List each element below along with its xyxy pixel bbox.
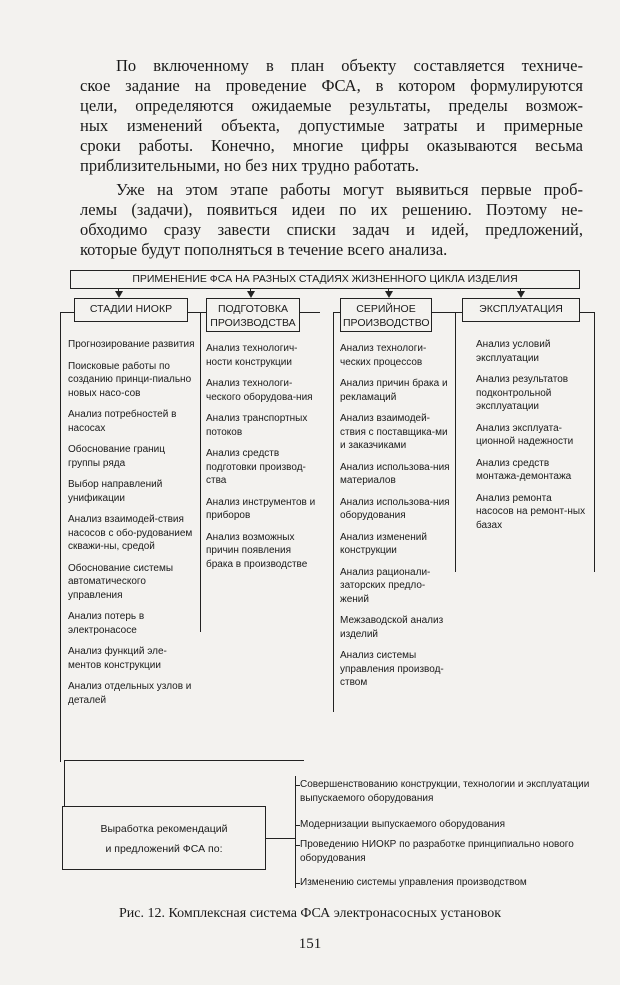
recommend-line-1: Выработка рекомендаций xyxy=(100,823,228,835)
column-items xyxy=(206,342,318,579)
analysis-item: Анализ транспортных потоков xyxy=(206,413,308,438)
outcomes-bracket xyxy=(295,776,296,888)
analysis-item: Анализ инструментов и приборов xyxy=(206,496,316,521)
paragraph-line: приблизительными, но без них трудно работать. xyxy=(80,156,420,175)
analysis-item: Анализ эксплуата-ционной надежности xyxy=(476,422,574,447)
analysis-item: Анализ средств монтажа-демонтажа xyxy=(476,457,572,482)
analysis-item: Анализ технологич-ности конструкции xyxy=(206,343,298,368)
analysis-item: Выбор направлений унификации xyxy=(68,479,163,504)
page-number: 151 xyxy=(298,936,322,952)
arrow-down-icon xyxy=(115,291,123,298)
connector-line xyxy=(266,838,296,839)
figure-caption: Рис. 12. Комплексная система ФСА электронасосных установок xyxy=(118,906,502,921)
paragraph-line: По включенному в план объекту составляется техниче- xyxy=(116,56,583,75)
arrow-down-icon xyxy=(385,291,393,298)
diagram-title: ПРИМЕНЕНИЕ ФСА НА РАЗНЫХ СТАДИЯХ ЖИЗНЕННОГО ЦИКЛА ИЗДЕЛИЯ xyxy=(70,270,580,289)
analysis-item: Анализ возможных причин появления брака в производстве xyxy=(206,531,308,570)
analysis-item: Анализ изменений конструкции xyxy=(340,531,427,556)
analysis-item: Анализ технологи-ческого оборудова-ния xyxy=(206,378,313,403)
outcome-item: Совершенствованию конструкции, технологии и эксплуатации выпускаемого оборудования xyxy=(300,779,590,804)
analysis-item: Анализ взаимодей-ствия насосов с обо-рудованием скважи-ны, средой xyxy=(68,514,193,552)
paragraph-line: ское задание на проведение ФСА, в котором формулируются xyxy=(80,76,583,95)
analysis-item: Анализ технологи-ческих процессов xyxy=(340,343,427,368)
analysis-item: Анализ средств подготовки производ-ства xyxy=(206,448,306,486)
paragraph-line: сроки работы. Конечно, многие цифры оказываются весьма xyxy=(80,136,583,155)
connector-line xyxy=(64,760,304,761)
column-items xyxy=(476,338,588,540)
paragraph-line: Уже на этом этапе работы могут выявиться первые проб- xyxy=(116,180,583,199)
analysis-item: Обоснование границ группы ряда xyxy=(68,444,165,469)
column-heading: СЕРИЙНОЕ ПРОИЗВОДСТВО xyxy=(340,298,432,332)
analysis-item: Анализ использова-ния материалов xyxy=(340,461,450,486)
analysis-item: Анализ рационали-заторских предло-жений xyxy=(340,566,431,605)
paragraph-line: цели, определяются ожидаемые результаты, пределы возмож- xyxy=(80,96,583,115)
outcome-item: Проведению НИОКР по разработке принципиально нового оборудования xyxy=(300,839,574,864)
analysis-item: Поисковые работы по созданию принци-пиально новых насо-сов xyxy=(68,360,192,399)
analysis-item: Анализ потребностей в насосах xyxy=(68,409,177,434)
paragraph-line: которые будут пополняться в течение всего анализа. xyxy=(80,240,448,259)
column-heading: ПОДГОТОВКА ПРОИЗВОДСТВА xyxy=(206,298,300,332)
analysis-item: Анализ условий эксплуатации xyxy=(476,339,551,364)
bracket-tick xyxy=(295,785,300,786)
analysis-item: Анализ потерь в электронасосе xyxy=(68,611,145,636)
column-heading: ЭКСПЛУАТАЦИЯ xyxy=(462,298,580,322)
analysis-item: Анализ системы управления производ-ством xyxy=(340,650,444,688)
analysis-item: Анализ взаимодей-ствия с поставщика-ми и заказчиками xyxy=(340,413,448,451)
analysis-item: Межзаводской анализ изделий xyxy=(340,615,444,640)
outcome-item: Изменению системы управления производством xyxy=(300,877,527,888)
analysis-item: Прогнозирование развития xyxy=(68,339,195,350)
arrow-down-icon xyxy=(247,291,255,298)
outcome-item: Модернизации выпускаемого оборудования xyxy=(300,819,506,830)
bracket-tick xyxy=(295,825,300,826)
recommend-line-2: и предложений ФСА по: xyxy=(105,843,223,855)
bracket-tick xyxy=(295,845,300,846)
column-items xyxy=(68,338,196,715)
paragraph-line: лемы (задачи), появиться идеи по их решению. Поэтому не- xyxy=(80,200,583,219)
analysis-item: Анализ ремонта насосов на ремонт-ных базах xyxy=(476,492,586,531)
analysis-item: Анализ использова-ния оборудования xyxy=(340,496,450,521)
paragraph-line: ных изменений объекта, допустимые затраты и примерные xyxy=(80,116,583,135)
connector-line xyxy=(64,760,65,806)
analysis-item: Обоснование системы автоматического управления xyxy=(68,562,174,601)
column-heading: СТАДИИ НИОКР xyxy=(74,298,188,322)
column-items xyxy=(340,342,454,698)
analysis-item: Анализ отдельных узлов и деталей xyxy=(68,681,192,706)
paragraph-line: обходимо сразу завести списки задач и идей, предложений, xyxy=(80,220,583,239)
analysis-item: Анализ причин брака и рекламаций xyxy=(340,378,448,403)
analysis-item: Анализ результатов подконтрольной эксплуатации xyxy=(476,374,569,412)
analysis-item: Анализ функций эле-ментов конструкции xyxy=(68,646,167,671)
arrow-down-icon xyxy=(517,291,525,298)
recommendations-box xyxy=(62,806,266,870)
bracket-tick xyxy=(295,883,300,884)
